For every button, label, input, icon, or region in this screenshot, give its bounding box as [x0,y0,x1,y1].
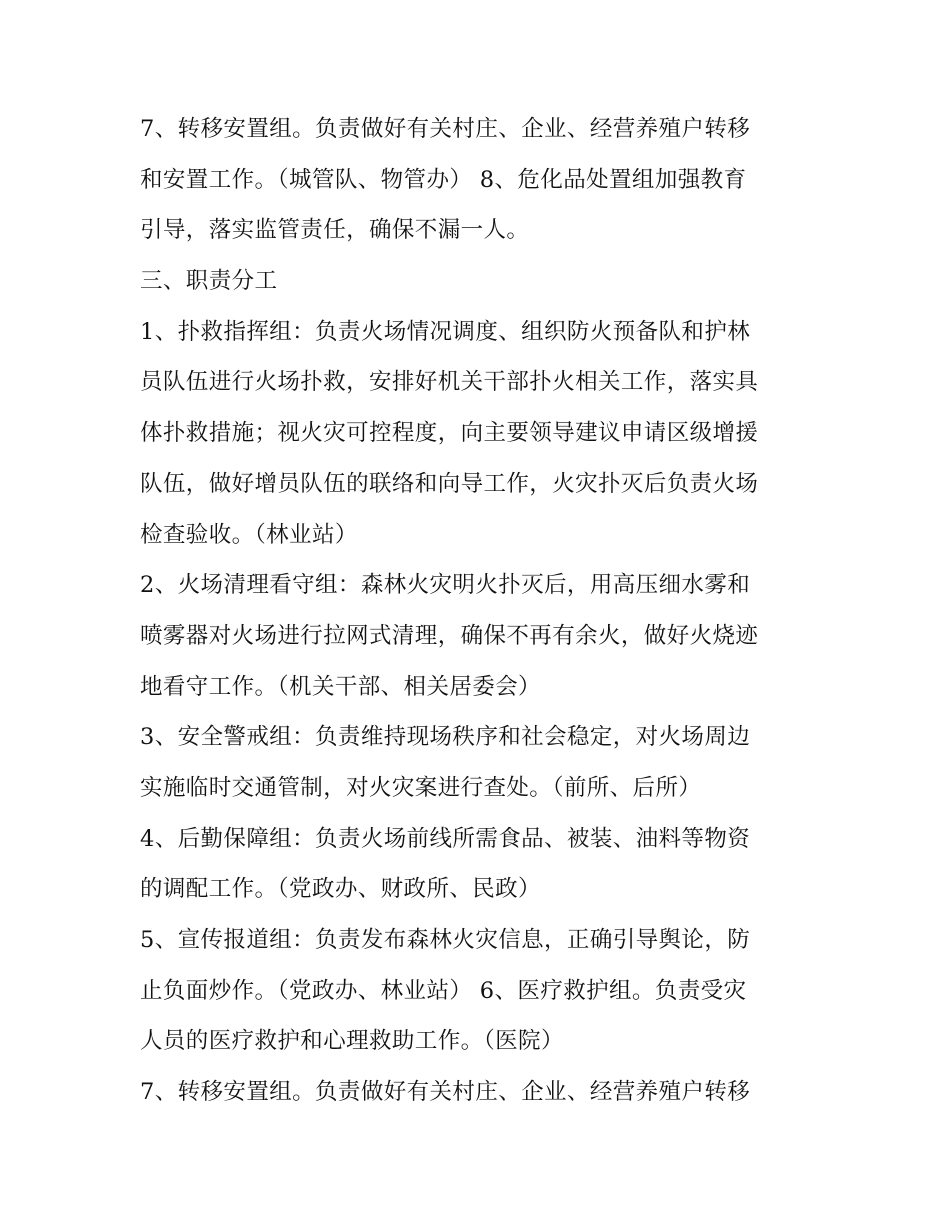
text-line: 员队伍进行火场扑救，安排好机关干部扑火相关工作，落实具 [140,369,759,396]
text-line: 实施临时交通管制，对火灾案进行查处。（前所、后所） [140,774,702,801]
text-line: 止负面炒作。（党政办、林业站） 6、医疗救护组。负责受灾 [140,977,747,1004]
text-line: 喷雾器对火场进行拉网式清理，确保不再有余火，做好火烧迹 [140,622,759,649]
text-line: 检查验收。（林业站） [140,521,358,548]
text-line: 4、后勤保障组：负责火场前线所需食品、被装、油料等物资 [140,825,751,852]
text-line: 和安置工作。（城管队、物管办） 8、危化品处置组加强教育 [140,166,747,193]
text-line: 的调配工作。（党政办、财政所、民政） [140,876,541,903]
text-line: 7、转移安置组。负责做好有关村庄、企业、经营养殖户转移 [140,1079,751,1106]
section-heading: 三、职责分工 [140,268,278,295]
text-line: 人员的医疗救护和心理救助工作。（医院） [140,1028,564,1055]
text-line: 2、火场清理看守组：森林火灾明火扑灭后，用高压细水雾和 [140,572,751,599]
document-body [140,104,820,1118]
text-line: 1、扑救指挥组：负责火场情况调度、组织防火预备队和护林 [140,318,751,345]
text-line: 体扑救措施；视火灾可控程度，向主要领导建议申请区级增援 [140,420,759,447]
text-line: 5、宣传报道组：负责发布森林火灾信息，正确引导舆论，防 [140,927,751,953]
text-line: 地看守工作。（机关干部、相关居委会） [140,673,541,700]
text-line: 7、转移安置组。负责做好有关村庄、企业、经营养殖户转移 [140,116,751,142]
text-line: 引导，落实监管责任，确保不漏一人。 [140,217,530,244]
text-line: 队伍，做好增员队伍的联络和向导工作，火灾扑灭后负责火场 [140,470,759,497]
text-line: 3、安全警戒组：负责维持现场秩序和社会稳定，对火场周边 [140,724,751,751]
